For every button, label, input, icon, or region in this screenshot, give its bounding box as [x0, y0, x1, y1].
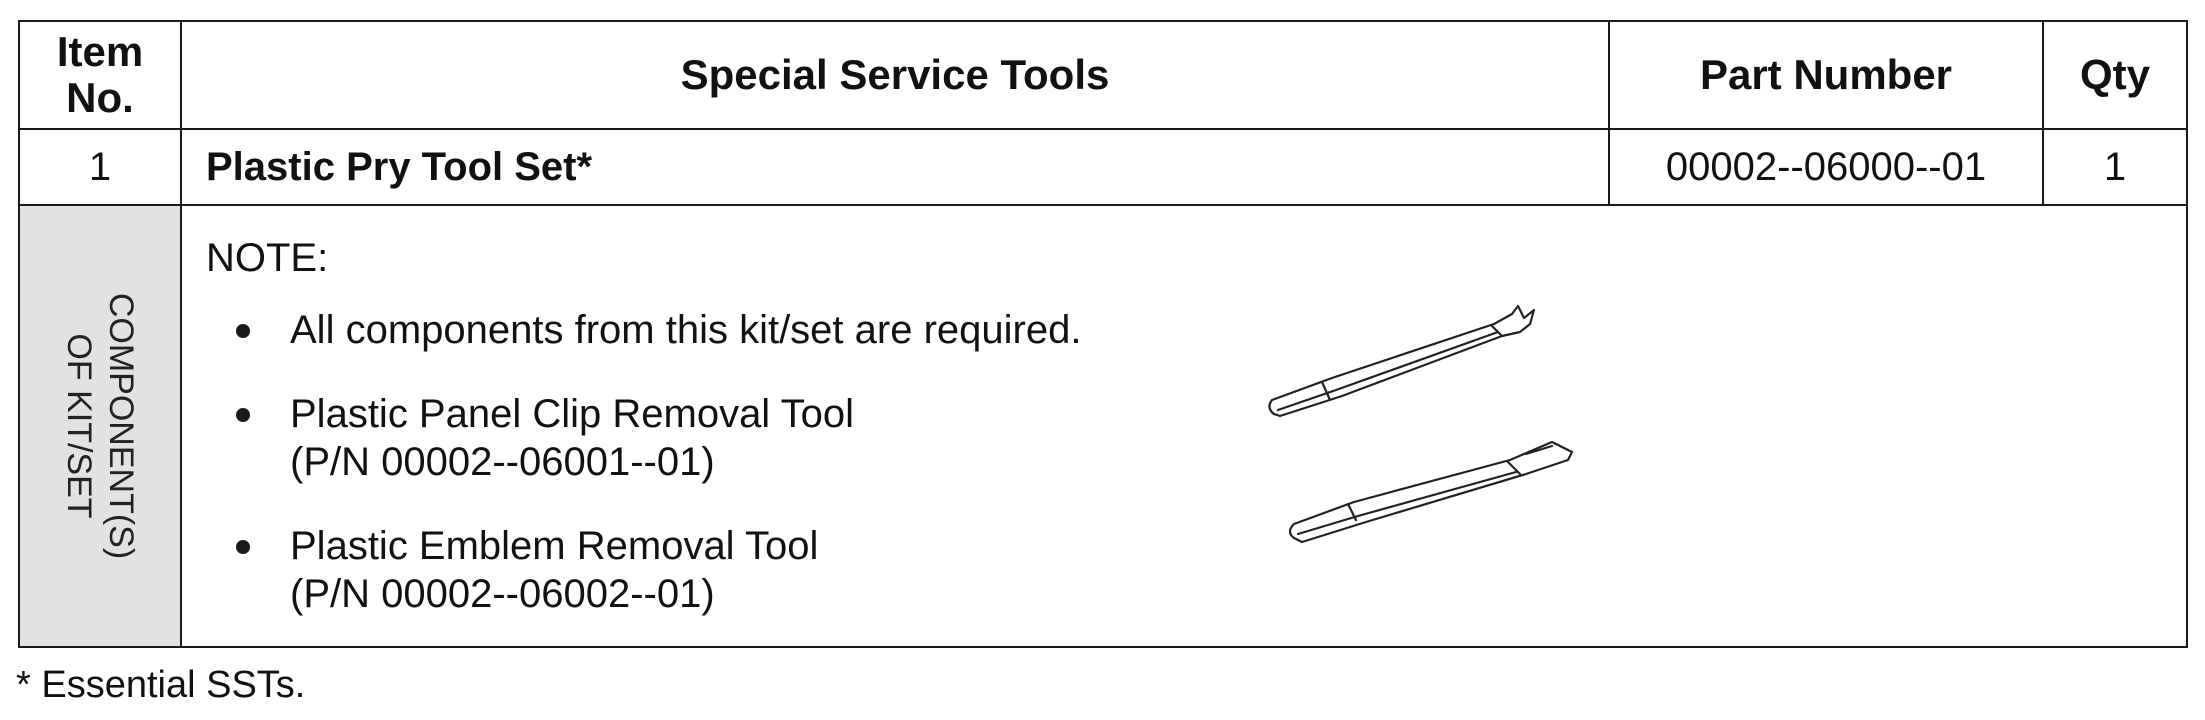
note-title: NOTE: [206, 236, 329, 280]
special-service-tools-sheet [18, 20, 2186, 648]
components-label-line2: OF KIT/SET [60, 333, 98, 519]
components-row [19, 205, 2187, 647]
components-side-label [19, 205, 181, 647]
bullet-dot [236, 408, 250, 422]
components-body [181, 205, 2187, 647]
item-no-header [19, 21, 181, 129]
special-service-tools-table [18, 20, 2188, 648]
component-list [206, 306, 1286, 654]
list-item-part-number: (P/N 00002--06001--01) [290, 440, 715, 484]
bullet-dot [236, 324, 250, 338]
item-number-cell: 1 [19, 129, 181, 205]
part-number-cell: 00002--06000--01 [1609, 129, 2043, 205]
components-label-line1: COMPONENT(S) [102, 292, 140, 560]
list-item-text: Plastic Emblem Removal Tool [290, 524, 819, 568]
tool-name-cell: Plastic Pry Tool Set* [181, 129, 1609, 205]
qty-header: Qty [2043, 21, 2187, 129]
list-item [206, 522, 1286, 618]
part-number-header: Part Number [1609, 21, 2043, 129]
header-row [19, 21, 2187, 129]
emblem-removal-tool-drawing [1282, 422, 1592, 552]
essential-ssts-footnote: * Essential SSTs. [16, 664, 306, 706]
list-item-part-number: (P/N 00002--06002--01) [290, 572, 715, 616]
qty-cell: 1 [2043, 129, 2187, 205]
item-no-header-line1: Item [56, 28, 144, 75]
list-item [206, 306, 1286, 354]
list-item-text: Plastic Panel Clip Removal Tool [290, 392, 854, 436]
bullet-dot [236, 540, 250, 554]
panel-clip-removal-tool-drawing [1262, 296, 1562, 426]
special-service-tools-header: Special Service Tools [181, 21, 1609, 129]
item-no-header-line2: No. [66, 74, 134, 121]
list-item-text: All components from this kit/set are required. [290, 308, 1082, 352]
list-item [206, 390, 1286, 486]
table-row [19, 129, 2187, 205]
